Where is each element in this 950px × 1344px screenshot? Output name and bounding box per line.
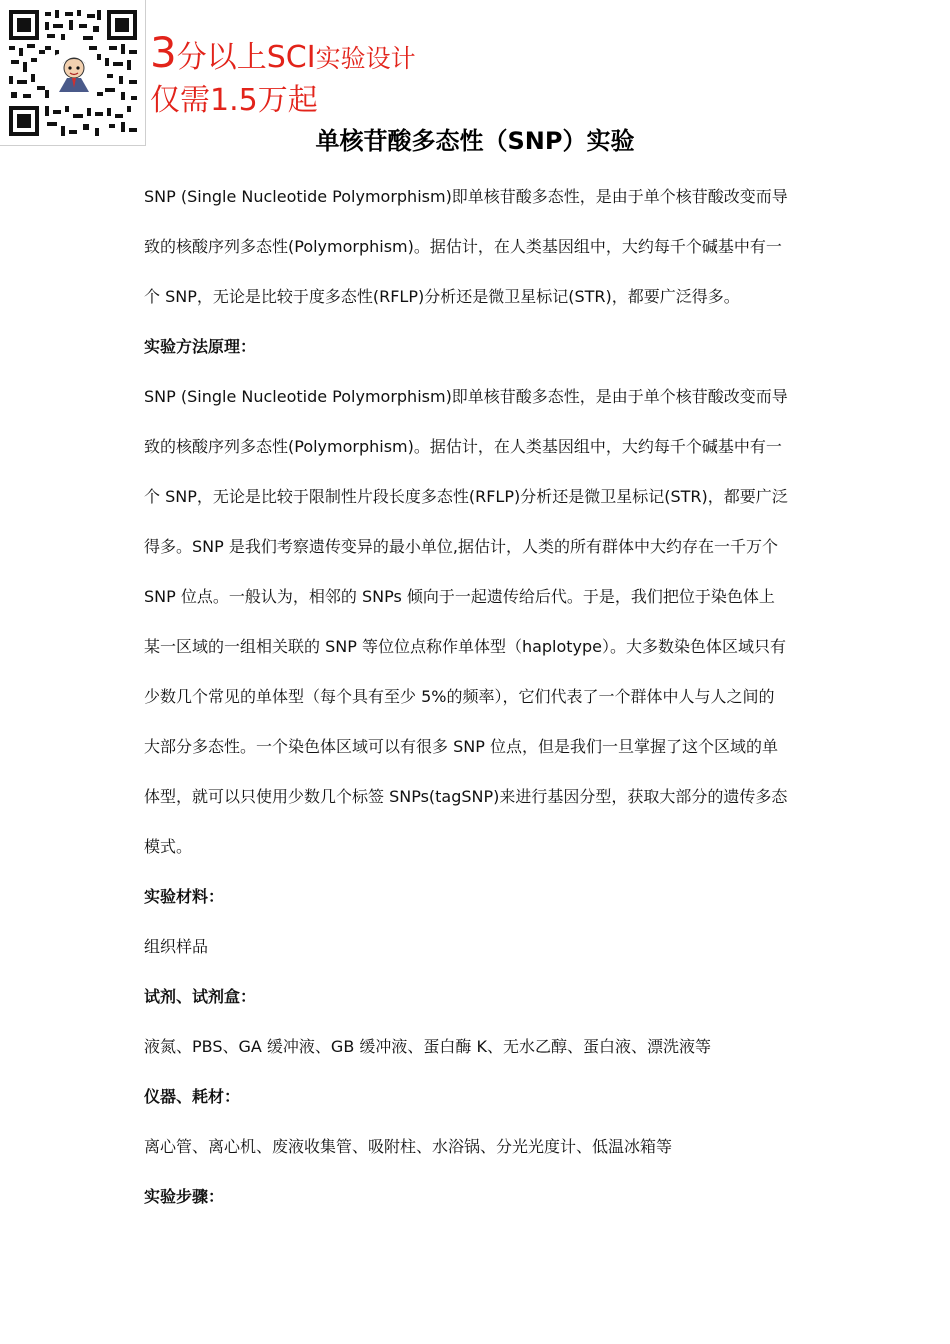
promo-text-sci: SCI	[266, 40, 316, 75]
principle-line: 某一区域的一组相关联的 SNP 等位位点称作单体型（haplotype）。大多数染色体区域只有	[144, 637, 787, 656]
promo-text-a: 分以上	[176, 40, 267, 75]
principle-line: 个 SNP，无论是比较于限制性片段长度多态性(RFLP)分析还是微卫星标记(STR)，都要广泛	[144, 487, 788, 506]
document-title: 单核苷酸多态性（SNP）实验	[315, 127, 635, 155]
principle-line: 致的核酸序列多态性(Polymorphism)。据估计，在人类基因组中，大约每千个碱基中有一	[144, 437, 782, 456]
materials-text: 组织样品	[144, 937, 209, 956]
qr-code-graphic	[9, 10, 137, 136]
intro-line: 个 SNP，无论是比较于度多态性(RFLP)分析还是微卫星标记(STR)，都要广泛得多。	[144, 287, 740, 306]
principle-heading: 实验方法原理：	[144, 337, 257, 356]
principle-line: 模式。	[144, 837, 193, 856]
promo-headline	[150, 28, 416, 77]
principle-line: SNP 位点。一般认为，相邻的 SNPs 倾向于一起遗传给后代。于是，我们把位于染色体上	[144, 587, 775, 606]
principle-line: SNP (Single Nucleotide Polymorphism)即单核苷酸多态性，是由于单个核苷酸改变而导	[144, 387, 788, 406]
materials-heading: 实验材料：	[144, 887, 225, 906]
promo-price: 仅需1.5万起	[150, 83, 318, 118]
promo-number: 3	[150, 28, 177, 77]
reagents-heading: 试剂、试剂盒：	[144, 987, 257, 1006]
principle-line: 得多。SNP 是我们考察遗传变异的最小单位,据估计，人类的所有群体中大约存在一千万个	[144, 537, 778, 556]
document-body	[144, 172, 814, 1222]
reagents-text: 液氮、PBS、GA 缓冲液、GB 缓冲液、蛋白酶 K、无水乙醇、蛋白液、漂洗液等	[144, 1037, 711, 1056]
instruments-heading: 仪器、耗材：	[144, 1087, 241, 1106]
principle-line: 体型，就可以只使用少数几个标签 SNPs(tagSNP)来进行基因分型，获取大部分的遗传多态	[144, 787, 788, 806]
instruments-text: 离心管、离心机、废液收集管、吸附柱、水浴锅、分光光度计、低温冰箱等	[144, 1137, 673, 1156]
intro-line: 致的核酸序列多态性(Polymorphism)。据估计，在人类基因组中，大约每千个碱基中有一	[144, 237, 782, 256]
principle-line: 少数几个常见的单体型（每个具有至少 5%的频率），它们代表了一个群体中人与人之间的	[144, 687, 775, 706]
intro-line: SNP (Single Nucleotide Polymorphism)即单核苷酸多态性，是由于单个核苷酸改变而导	[144, 187, 788, 206]
promo-text-b: 实验设计	[315, 44, 416, 73]
principle-line: 大部分多态性。一个染色体区域可以有很多 SNP 位点，但是我们一旦掌握了这个区域的单	[144, 737, 778, 756]
steps-heading: 实验步骤：	[144, 1187, 225, 1206]
